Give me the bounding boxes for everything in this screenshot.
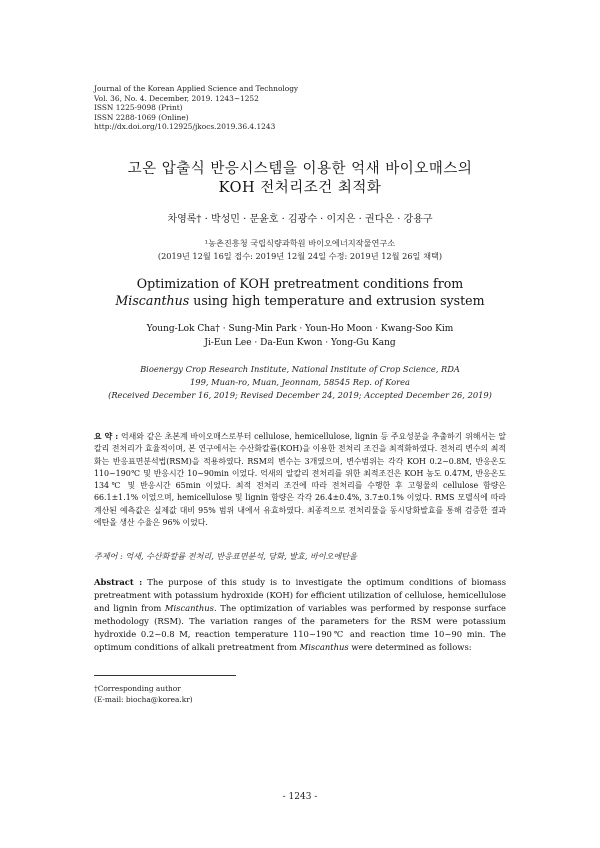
issn-online: ISSN 2288-1069 (Online) xyxy=(94,112,189,122)
korean-title-line-1: 고온 압출식 반응시스템을 이용한 억새 바이오매스의 xyxy=(127,161,473,177)
footnote-divider xyxy=(94,675,236,676)
doi-link[interactable]: http://dx.doi.org/10.12925/jkocs.2019.36.4.1243 xyxy=(94,122,276,132)
english-authors-line-1: Young-Lok Cha† · Sung-Min Park · Youn-Ho Moon · Kwang-Soo Kim xyxy=(146,324,454,334)
korean-abstract-label: 요 약 : xyxy=(94,432,119,441)
english-abstract-part-1: The purpose of this study is to investigate the optimum conditions of biomass pretreatment with potassium hydroxide (KOH) for efficient utilization of cellulose, hemicellulose and lignin from xyxy=(94,577,506,614)
journal-volume: Vol. 36, No. 4. December, 2019. 1243~1252 xyxy=(94,93,259,103)
english-authors-line-2: Ji-Eun Lee · Da-Eun Kwon · Yong-Gu Kang xyxy=(204,337,396,348)
korean-dates: (2019년 12월 16일 접수: 2019년 12월 24일 수정: 2019년 12월 26일 채택) xyxy=(157,251,443,261)
issn-print: ISSN 1225-9098 (Print) xyxy=(94,103,183,113)
english-title-italic: Miscanthus xyxy=(115,293,190,308)
english-title xyxy=(0,275,600,309)
english-affiliation xyxy=(0,363,600,402)
korean-abstract-text: 억새와 같은 초본계 바이오매스로부터 cellulose, hemicellulose, lignin 등 주요성분을 추출하기 위해서는 알칼리 전처리가 효율적이며, 본 연구에서는 수산화칼륨(KOH)을 이용한 전처리 조건을 최적화하였다. 전처리 변수의 최적화는 반응표면분석법(RSM)을 적용하였다. RSM의 변수는 3개였으며, 변수범위는 각각 KOH 0.2~0.8M, 반응온도 110~190℃ 및 반응시간 10~90min 이었다. 억새의 알칼리 전처리를 위한 최적조건은 KOH 농도 0.47M, 반응온도 134℃ 및 반응시간 65min 이었다. 최적 전처리 조건에 따라 전처리를 수행한 후 고형물의 cellulose 함량은 66.1±1.1% 이었으며, hemicellulose 및 lignin 함량은 각각 26.4±0.4%, 3.7±0.1% 이었다. RMS 모델식에 따라 계산된 예측값은 실제값 대비 95% 범위 내에서 유효하였다. 최종적으로 전처리물을 동시당화발효를 통해 검증한 결과 에탄올 생산 수율은 96% 이었다. xyxy=(94,432,506,528)
footnote-corresponding: †Corresponding author xyxy=(94,684,181,693)
english-abstract-part-2: . The optimization of variables was performed by response surface methodology (RSM). The variation ranges of the parameters for the RSM were potassium hydroxide 0.2~0.8 M, reaction temperature 110~190℃ and reaction time 10~90 min. The optimum conditions of alkali pretreatment from xyxy=(94,603,506,653)
korean-affiliation-block xyxy=(0,237,600,263)
korean-abstract xyxy=(94,431,506,529)
english-affiliation-line-1: Bioenergy Crop Research Institute, National Institute of Crop Science, RDA xyxy=(140,364,460,374)
english-title-rest: using high temperature and extrusion system xyxy=(189,293,485,308)
journal-info xyxy=(94,84,298,132)
korean-keywords: 주제어 : 억새, 수산화칼륨 전처리, 반응표면분석, 당화, 발효, 바이오에탄올 xyxy=(94,551,357,561)
korean-title xyxy=(0,160,600,198)
journal-name: Journal of the Korean Applied Science and Technology xyxy=(94,84,299,93)
english-abstract-part-3: were determined as follows: xyxy=(348,642,472,653)
english-abstract xyxy=(94,576,506,655)
english-authors xyxy=(0,323,600,350)
korean-affiliation: ¹농촌진흥청 국립식량과학원 바이오에너지작물연구소 xyxy=(204,238,396,248)
english-title-line-2 xyxy=(0,292,600,309)
english-abstract-label: Abstract : xyxy=(94,577,143,587)
english-dates: (Received December 16, 2019; Revised December 24, 2019; Accepted December 26, 2019) xyxy=(108,390,492,400)
english-affiliation-line-2: 199, Muan-ro, Muan, Jeonnam, 58545 Rep. of Korea xyxy=(190,377,410,387)
english-abstract-italic-2: Miscanthus xyxy=(299,642,349,653)
footnote xyxy=(94,684,193,705)
page-number: - 1243 - xyxy=(282,792,318,802)
english-abstract-italic-1: Miscanthus xyxy=(164,603,214,614)
english-title-line-1: Optimization of KOH pretreatment conditions from xyxy=(136,276,464,291)
footnote-email: (E-mail: biocha@korea.kr) xyxy=(94,694,193,704)
korean-title-line-2: KOH 전처리조건 최적화 xyxy=(218,180,382,196)
korean-authors: 차영록† · 박성민 · 문윤호 · 김광수 · 이지은 · 권다은 · 강용구 xyxy=(167,214,433,225)
